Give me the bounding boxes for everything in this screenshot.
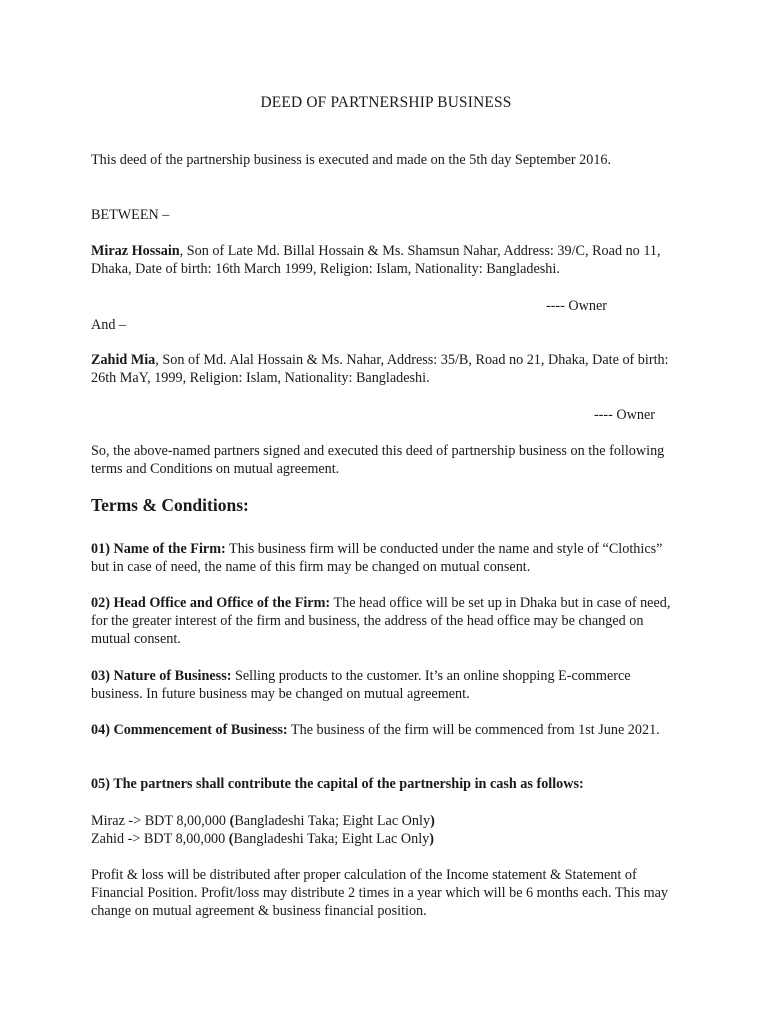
term-label: 05) The partners shall contribute the capital of the partnership in cash as follows: [91, 776, 584, 792]
paren-open: ( [228, 831, 234, 847]
between-label: BETWEEN – [91, 207, 170, 223]
contribution-line [91, 830, 681, 848]
paren-open: ( [229, 813, 235, 829]
term-item [91, 667, 681, 703]
term-label: 04) Commencement of Business: [91, 722, 288, 738]
document-page [91, 0, 681, 1024]
profit-loss-paragraph: Profit & loss will be distributed after proper calculation of the Income statement & Statement of Financial Position. Profit/loss may distribute 2 times in a year which will be 6 months each. This may change on mutual agreement & business financial position. [91, 867, 669, 920]
party1-role: ---- Owner [545, 298, 607, 314]
term-text: The head office will be set up in Dhaka but in case of need, for the greater interest of the firm and business, the address of the head office may be changed on mutual consent. [91, 595, 671, 648]
contribution-line [91, 812, 681, 830]
contribution-words: Bangladeshi Taka; Eight Lac Only [233, 831, 430, 847]
party2-paragraph [91, 351, 681, 387]
term-label: 02) Head Office and Office of the Firm: [91, 595, 331, 611]
intro-paragraph: This deed of the partnership business is executed and made on the 5th day September 2016. [91, 152, 612, 168]
term-text: Selling products to the customer. It’s an online shopping E-commerce business. In future business may be changed on mutual agreement. [91, 668, 631, 703]
party2-details: , Son of Md. Alal Hossain & Ms. Nahar, Address: 35/B, Road no 21, Dhaka, Date of birth: 26th MaY, 1999, Religion: Islam, Nationality: Bangladeshi. [91, 352, 669, 387]
paren-close: ) [429, 831, 434, 847]
party1-name: Miraz Hossain [91, 243, 180, 259]
terms-heading: Terms & Conditions: [91, 495, 249, 515]
party2-name: Zahid Mia [91, 352, 156, 368]
and-label: And – [91, 317, 127, 333]
term-label: 03) Nature of Business: [91, 668, 232, 684]
term-text: This business firm will be conducted under the name and style of “Clothics” but in case of need, the name of this firm may be changed on mutual consent. [91, 541, 663, 576]
party1-paragraph [91, 242, 681, 278]
agreement-paragraph: So, the above-named partners signed and executed this deed of partnership business on the following terms and Conditions on mutual agreement. [91, 443, 665, 478]
term-item [91, 721, 681, 739]
party2-role: ---- Owner [593, 407, 655, 423]
term-item [91, 775, 681, 793]
term-item [91, 540, 681, 576]
paren-close: ) [430, 813, 435, 829]
term-label: 01) Name of the Firm: [91, 541, 226, 557]
contribution-amount: Zahid -> BDT 8,00,000 [91, 831, 229, 847]
party1-details: , Son of Late Md. Billal Hossain & Ms. Shamsun Nahar, Address: 39/C, Road no 11, Dhaka, Date of birth: 16th March 1999, Religion: Islam, Nationality: Bangladeshi. [91, 243, 661, 278]
term-item [91, 594, 681, 649]
document-title: DEED OF PARTNERSHIP BUSINESS [260, 94, 512, 111]
contribution-amount: Miraz -> BDT 8,00,000 [91, 813, 230, 829]
contribution-words: Bangladeshi Taka; Eight Lac Only [234, 813, 431, 829]
term-text: The business of the firm will be commenced from 1st June 2021. [287, 722, 660, 738]
